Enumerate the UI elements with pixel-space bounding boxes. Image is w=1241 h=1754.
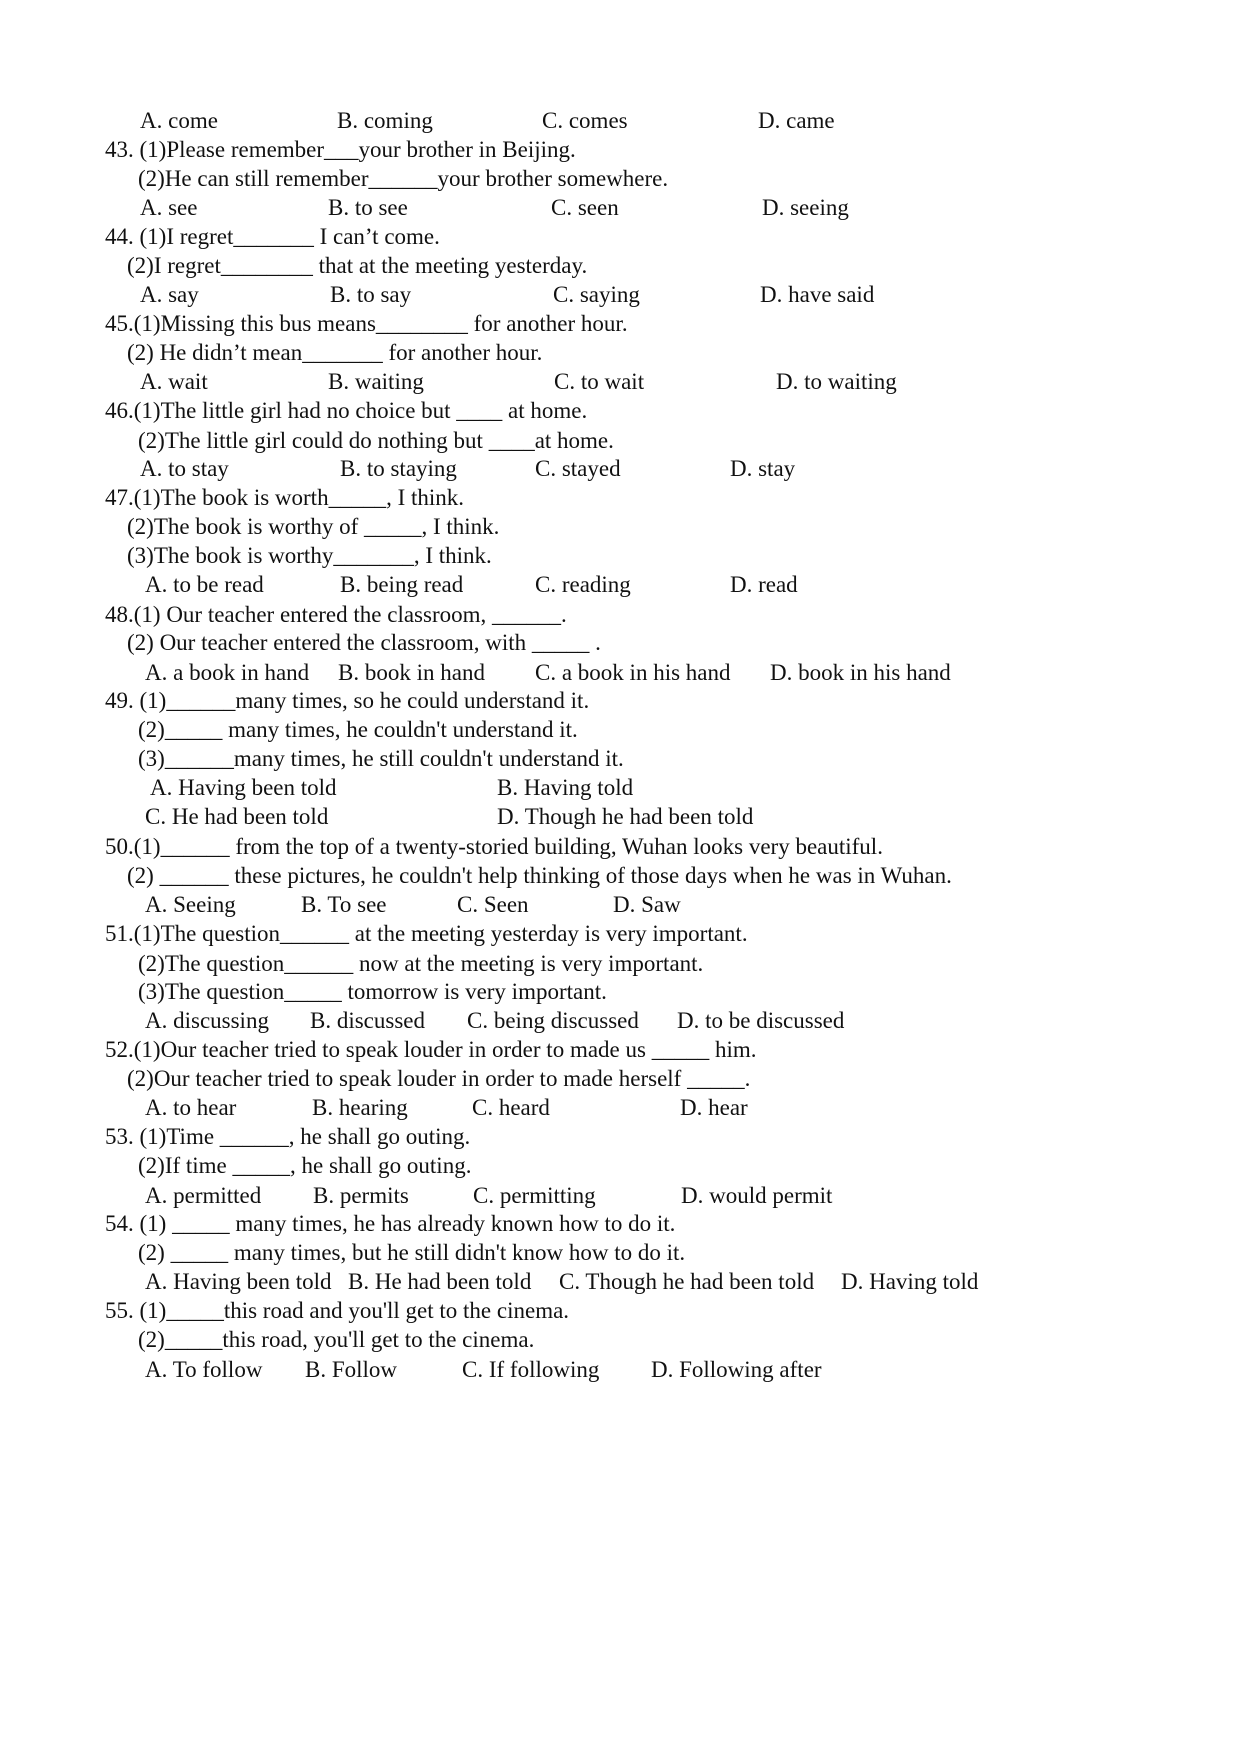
question-line: 54. (1) _____ many times, he has already known how to do it. — [105, 1211, 676, 1236]
answer-option: A. come — [140, 108, 218, 133]
answer-option: D. Having told — [841, 1269, 979, 1294]
answer-option: A. discussing — [145, 1008, 269, 1033]
answer-option: B. to see — [328, 195, 408, 220]
answer-option: A. to stay — [140, 456, 229, 481]
question-line: (2)_____ many times, he couldn't understand it. — [138, 717, 578, 742]
answer-option: C. He had been told — [145, 804, 329, 829]
answer-option: B. hearing — [312, 1095, 408, 1120]
answer-option: D. book in his hand — [770, 660, 951, 685]
question-line: 45.(1)Missing this bus means________ for another hour. — [105, 311, 628, 336]
question-line: (2)If time _____, he shall go outing. — [138, 1153, 472, 1178]
question-line: (2)The little girl could do nothing but ____at home. — [138, 428, 614, 453]
question-line: 51.(1)The question______ at the meeting yesterday is very important. — [105, 921, 748, 946]
answer-option: D. to waiting — [776, 369, 897, 394]
answer-option: C. seen — [551, 195, 619, 220]
answer-option: D. Saw — [613, 892, 681, 917]
question-line: (2) He didn’t mean_______ for another hour. — [127, 340, 543, 365]
answer-option: C. comes — [542, 108, 628, 133]
answer-option: A. see — [140, 195, 198, 220]
answer-option: A. a book in hand — [145, 660, 310, 685]
answer-option: B. Having told — [497, 775, 634, 800]
answer-option: A. to hear — [145, 1095, 237, 1120]
question-line: (3)The book is worthy_______, I think. — [127, 543, 492, 568]
answer-option: C. a book in his hand — [535, 660, 731, 685]
question-line: (3)The question_____ tomorrow is very important. — [138, 979, 607, 1004]
question-line: 46.(1)The little girl had no choice but ____ at home. — [105, 398, 588, 423]
answer-option: D. to be discussed — [677, 1008, 845, 1033]
question-line: 44. (1)I regret_______ I can’t come. — [105, 224, 440, 249]
answer-option: D. stay — [730, 456, 796, 481]
question-line: (3)______many times, he still couldn't understand it. — [138, 746, 624, 771]
answer-option: D. seeing — [762, 195, 849, 220]
answer-option: D. came — [758, 108, 835, 133]
answer-option: D. read — [730, 572, 798, 597]
answer-option: B. coming — [337, 108, 433, 133]
question-line: 50.(1)______ from the top of a twenty-storied building, Wuhan looks very beautiful. — [105, 834, 883, 859]
answer-option: C. to wait — [554, 369, 645, 394]
answer-option: B. Follow — [305, 1357, 398, 1382]
question-line: (2)_____this road, you'll get to the cinema. — [138, 1327, 535, 1352]
answer-option: A. to be read — [145, 572, 264, 597]
question-line: 47.(1)The book is worth_____, I think. — [105, 485, 465, 510]
answer-option: D. Though he had been told — [497, 804, 754, 829]
question-line: 53. (1)Time ______, he shall go outing. — [105, 1124, 471, 1149]
question-line: 43. (1)Please remember___your brother in Beijing. — [105, 137, 576, 162]
answer-option: D. would permit — [681, 1183, 833, 1208]
question-line: 52.(1)Our teacher tried to speak louder in order to made us _____ him. — [105, 1037, 757, 1062]
answer-option: C. permitting — [473, 1183, 596, 1208]
answer-option: C. If following — [462, 1357, 600, 1382]
question-line: 48.(1) Our teacher entered the classroom, ______. — [105, 602, 567, 627]
answer-option: A. wait — [140, 369, 208, 394]
answer-option: C. Seen — [457, 892, 529, 917]
answer-option: B. waiting — [328, 369, 424, 394]
answer-option: C. heard — [472, 1095, 550, 1120]
answer-option: B. to say — [330, 282, 412, 307]
answer-option: B. permits — [313, 1183, 409, 1208]
answer-option: B. to staying — [340, 456, 457, 481]
answer-option: B. book in hand — [338, 660, 485, 685]
question-line: (2)Our teacher tried to speak louder in order to made herself _____. — [127, 1066, 751, 1091]
answer-option: D. Following after — [651, 1357, 822, 1382]
answer-option: C. reading — [535, 572, 631, 597]
answer-option: C. being discussed — [467, 1008, 639, 1033]
answer-option: C. Though he had been told — [559, 1269, 815, 1294]
answer-option: A. To follow — [145, 1357, 263, 1382]
question-line: 49. (1)______many times, so he could understand it. — [105, 688, 590, 713]
answer-option: C. stayed — [535, 456, 621, 481]
question-line: (2) Our teacher entered the classroom, with _____ . — [127, 630, 601, 655]
question-line: (2)The book is worthy of _____, I think. — [127, 514, 500, 539]
answer-option: D. hear — [680, 1095, 748, 1120]
answer-option: A. say — [140, 282, 199, 307]
answer-option: A. Having been told — [145, 1269, 332, 1294]
question-line: 55. (1)_____this road and you'll get to the cinema. — [105, 1298, 570, 1323]
question-line: (2) _____ many times, but he still didn't know how to do it. — [138, 1240, 686, 1265]
answer-option: B. discussed — [310, 1008, 425, 1033]
question-line: (2)I regret________ that at the meeting yesterday. — [127, 253, 588, 278]
answer-option: C. saying — [553, 282, 640, 307]
answer-option: A. Seeing — [145, 892, 236, 917]
question-line: (2)The question______ now at the meeting is very important. — [138, 951, 704, 976]
answer-option: D. have said — [760, 282, 875, 307]
answer-option: B. being read — [340, 572, 464, 597]
answer-option: A. Having been told — [150, 775, 337, 800]
question-line: (2) ______ these pictures, he couldn't help thinking of those days when he was in Wuhan. — [127, 863, 952, 888]
answer-option: B. He had been told — [348, 1269, 532, 1294]
answer-option: A. permitted — [145, 1183, 262, 1208]
question-line: (2)He can still remember______your brother somewhere. — [138, 166, 669, 191]
answer-option: B. To see — [301, 892, 387, 917]
